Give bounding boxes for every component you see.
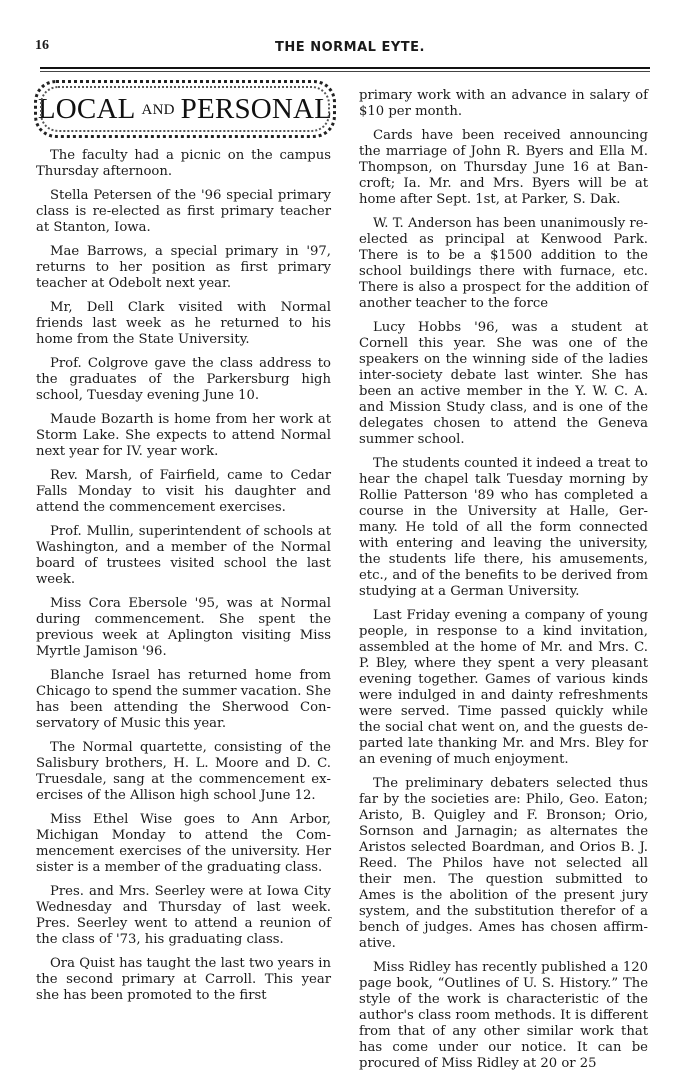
news-item: Last Friday evening a company of young people, in response to a kind invitation, assembled at the home of Mr. and Mrs. C. P. Bley, where they spent a very pleasant evening together. Games of various kinds were indulged in and dainty refreshments were served. Time passed quickly while the social chat went on, and the guests departed late thanking Mr. and Mrs. Bley for an evening of much enjoyment. [359, 608, 648, 767]
header-rule-thick [40, 67, 650, 69]
news-item: The students counted it indeed a treat to hear the chapel talk Tuesday morning by Rollie Patterson '89 who has completed a course in the University at Halle, Germany. He told of all the form connected with entering and leaving the university, the students life there, his amusements, etc., and of the benefits to be derived from studying at a German University. [359, 456, 648, 599]
news-item: Maude Bozarth is home from her work at Storm Lake. She expects to attend Normal next year for IV. year work. [36, 412, 331, 459]
news-item: Miss Ethel Wise goes to Ann Arbor, Michigan Monday to attend the Commencement exercises of the university. Her sister is a member of the graduating class. [36, 812, 331, 875]
news-item: Miss Cora Ebersole '95, was at Normal during commencement. She spent the previous week at Aplington visiting Miss Myrtle Jamison '96. [36, 596, 331, 659]
news-item: W. T. Anderson has been unanimously re-elected as principal at Kenwood Park. There is to be a $1500 addition to the school buildings there with furnace, etc. There is also a prospect for the addition of another teacher to the force [359, 216, 648, 311]
section-title-word-and: AND [141, 101, 175, 118]
header-rule-thin [40, 71, 650, 72]
news-item: Prof. Colgrove gave the class address to the graduates of the Parkersburg high school, Tuesday evening June 10. [36, 356, 331, 403]
section-header-ornamental-frame [34, 80, 336, 138]
section-title-word-personal: PERSONAL [180, 92, 333, 125]
news-item: The faculty had a picnic on the campus Thursday afternoon. [36, 148, 331, 179]
news-item: Mae Barrows, a special primary in '97, returns to her position as first primary teacher at Odebolt next year. [36, 244, 331, 291]
left-column [36, 148, 331, 1012]
news-item: Cards have been received announcing the marriage of John R. Byers and Ella M. Thompson, on Thursday June 16 at Bancroft; Ia. Mr. and Mrs. Byers will be at home after Sept. 1st, at Parker, S. Dak. [359, 128, 648, 207]
section-title-word-local: LOCAL [37, 92, 136, 125]
news-item-continued: primary work with an advance in salary of $10 per month. [359, 88, 648, 119]
news-item: Mr, Dell Clark visited with Normal friends last week as he returned to his home from the State University. [36, 300, 331, 347]
news-item: Pres. and Mrs. Seerley were at Iowa City Wednesday and Thursday of last week. Pres. Seerley went to attend a reunion of the class of '73, his graduating class. [36, 884, 331, 947]
news-item: The preliminary debaters selected thus far by the societies are: Philo, Geo. Eaton; Aristo, B. Quigley and F. Bronson; Orio, Sornson and Jarnagin; as alternates the Aristos selected Boardman, and Orios B. J. Reed. The Philos have not selected all their men. The question submitted to Ames is the abolition of the present jury system, and the substitution therefor of a bench of judges. Ames has chosen affirmative. [359, 776, 648, 951]
running-title: THE NORMAL EYTE. [275, 40, 425, 55]
news-item: Rev. Marsh, of Fairfield, came to Cedar Falls Monday to visit his daughter and attend the commencement exercises. [36, 468, 331, 515]
news-item: Miss Ridley has recently published a 120 page book, “Outlines of U. S. History.” The style of the work is characteristic of the author's class room methods. It is different from that of any other similar work that has come under our notice. It can be procured of Miss Ridley at 20 or 25 [359, 960, 648, 1071]
news-item: Prof. Mullin, superintendent of schools at Washington, and a member of the Normal board of trustees visited school the last week. [36, 524, 331, 587]
page-number: 16 [35, 38, 49, 53]
right-column [359, 88, 648, 1080]
news-item: Ora Quist has taught the last two years in the second primary at Carroll. This year she has been promoted to the first [36, 956, 331, 1003]
news-item: The Normal quartette, consisting of the Salisbury brothers, H. L. Moore and D. C. Truesdale, sang at the commencement exercises of the Allison high school June 12. [36, 740, 331, 803]
news-item: Blanche Israel has returned home from Chicago to spend the summer vacation. She has been attending the Sherwood Conservatory of Music this year. [36, 668, 331, 731]
news-item: Lucy Hobbs '96, was a student at Cornell this year. She was one of the speakers on the winning side of the ladies inter-society debate last winter. She has been an active member in the Y. W. C. A. and Mission Study class, and is one of the delegates chosen to attend the Geneva summer school. [359, 320, 648, 447]
news-item: Stella Petersen of the '96 special primary class is re-elected as first primary teacher at Stanton, Iowa. [36, 188, 331, 235]
section-title [38, 93, 332, 126]
